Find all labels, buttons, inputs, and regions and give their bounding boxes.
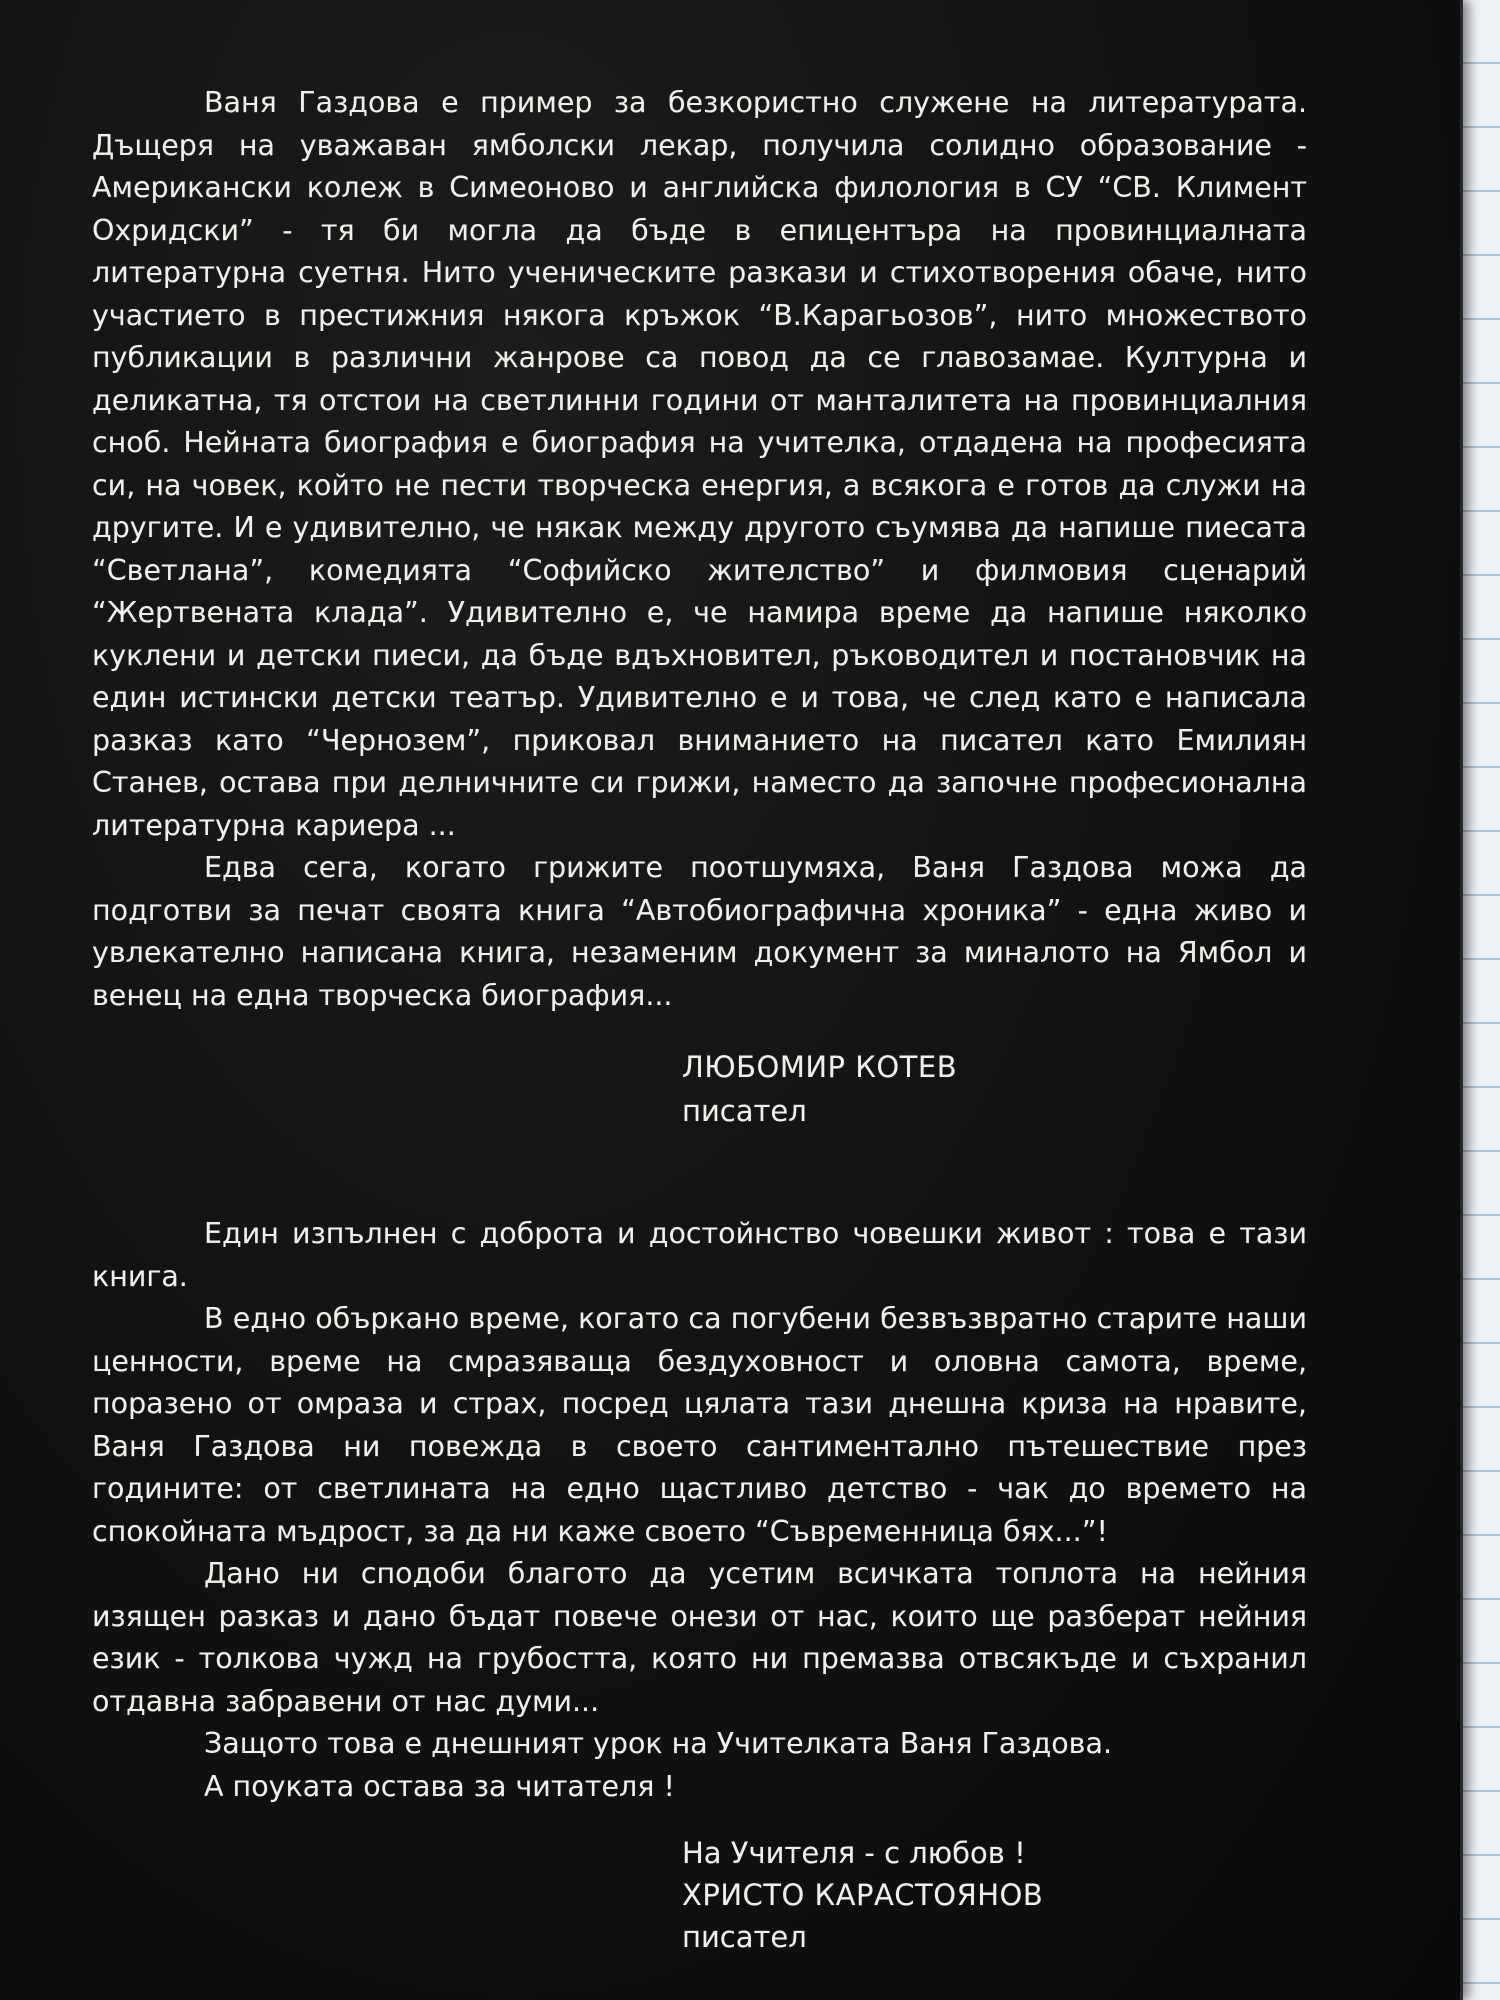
dedication: На Учителя - с любов ! (682, 1836, 1026, 1870)
paragraph: В едно объркано време, когато са погубени безвъзвратно старите наши ценности, време на смразяваща бездуховност и оловна самота, време, поразено от омраза и страх, посред цялата тази днешна криза на нравите, Ваня Газдова ни повежда в своето сантиментално пътешествие през годините: от светлината на едно щастливо детство - чак до времето на спокойната мъдрост, за да ни каже своето “Съвременница бях...”! (92, 1302, 1307, 1548)
section-gap (92, 1133, 1307, 1213)
signature-kotev (682, 1045, 1307, 1133)
essay-kotev (92, 82, 1307, 1133)
author-name: ХРИСТО КАРАСТОЯНОВ (682, 1878, 1044, 1912)
paragraph: Дано ни сподоби благото да усетим всичката топлота на нейния изящен разказ и дано бъдат повече онези от нас, които ще разберат нейния език - толкова чужд на грубостта, която ни премазва отвсякъде и съхранил отдавна забравени от нас думи... (92, 1557, 1307, 1718)
author-name: ЛЮБОМИР КОТЕВ (682, 1050, 958, 1084)
paragraph: Едва сега, когато грижите поотшумяха, Ваня Газдова можа да подготви за печат своята книга “Автобиографична хроника” - една живо и увлекателно написана книга, незаменим документ за миналото на Ямбол и венец на една творческа биография... (92, 851, 1307, 1012)
paragraph: А поуката остава за читателя ! (204, 1769, 675, 1803)
cover-text-block (92, 82, 1307, 1958)
signature-karastoyanov (682, 1832, 1307, 1958)
paragraph: Ваня Газдова е пример за безкористно служене на литературата. Дъщеря на уважаван ямболски лекар, получила солидно образование - Американски колеж в Симеоново и английска филология в СУ “СВ. Климент Охридски” - тя би могла да бъде в епицентъра на провинциалната литературна суетня. Нито ученическите разкази и стихотворения обаче, нито участието в престижния някога кръжок “В.Карагьозов”, нито множеството публикации в различни жанрове са повод да се главозамае. Културна и деликатна, тя отстои на светлинни години от манталитета на провинциалния сноб. Нейната биография е биография на учителка, отдадена на професията си, на човек, който не пести творческа енергия, а всякога е готов да служи на другите. И е удивително, че някак между другото съумява да напише пиесата “Светлана”, комедията “Софийско жителство” и филмовия сценарий “Жертвената клада”. Удивително е, че намира време да напише няколко куклени и детски пиеси, да бъде вдъхновител, ръководител и постановчик на един истински детски театър. Удивително е и това, че след като е написала разказ като “Чернозем”, приковал вниманието на писател като Емилиян Станев, остава при делничните си грижи, наместо да започне професионална литературна кариера ... (92, 86, 1307, 842)
author-title: писател (682, 1920, 807, 1954)
paragraph: Един изпълнен с доброта и достойнство човешки живот : това е тази книга. (92, 1217, 1307, 1293)
paragraph: Защото това е днешният урок на Учителката Ваня Газдова. (204, 1727, 1113, 1760)
essay-karastoyanov (92, 1213, 1307, 1958)
author-title: писател (682, 1094, 807, 1128)
